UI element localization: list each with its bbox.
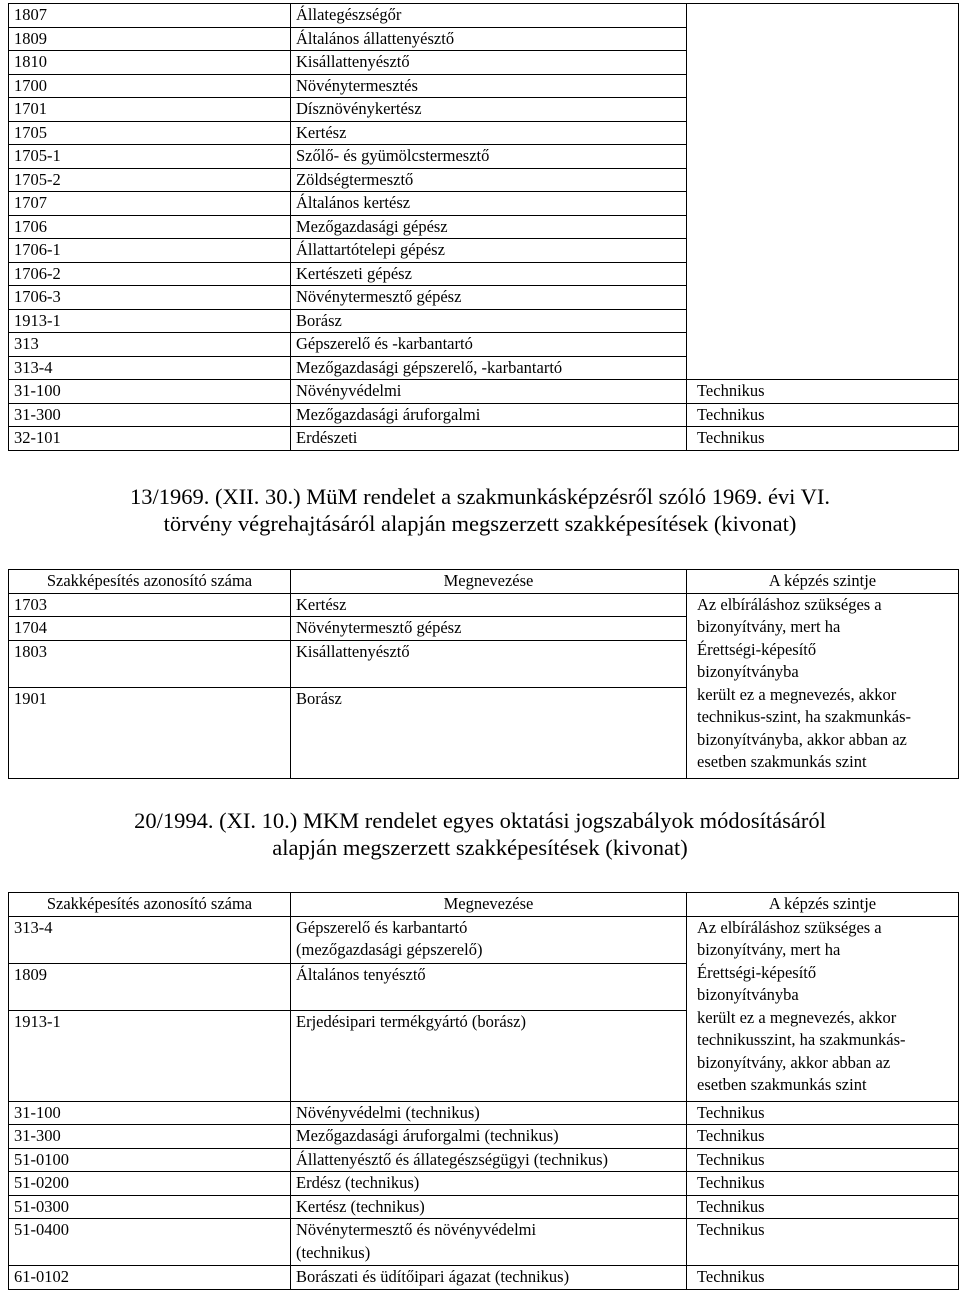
code-cell: 1705 bbox=[9, 121, 291, 145]
name-cell: Dísznövénykertész bbox=[291, 98, 687, 122]
level-cell-empty bbox=[687, 4, 959, 380]
code-cell: 61-0102 bbox=[9, 1266, 291, 1290]
name-cell: Növénytermesztő gépész bbox=[291, 286, 687, 310]
code-cell: 32-101 bbox=[9, 427, 291, 451]
name-cell: Állattartótelepi gépész bbox=[291, 239, 687, 263]
table-row bbox=[9, 403, 959, 427]
level-note-line: technikus-szint, ha szakmunkás- bbox=[697, 707, 911, 726]
name-cell: Kertész (technikus) bbox=[291, 1195, 687, 1219]
name-cell: Általános kertész bbox=[291, 192, 687, 216]
code-cell: 1705-1 bbox=[9, 145, 291, 169]
level-cell: Technikus bbox=[687, 1148, 959, 1172]
header-row bbox=[9, 893, 959, 917]
name-cell: Állattenyésztő és állategészségügyi (technikus) bbox=[291, 1148, 687, 1172]
code-cell: 1700 bbox=[9, 74, 291, 98]
name-cell bbox=[291, 916, 687, 963]
code-cell: 1913-1 bbox=[9, 1010, 291, 1101]
column-header: A képzés szintje bbox=[687, 893, 959, 917]
qualification-table-3 bbox=[8, 892, 959, 1290]
column-header: A képzés szintje bbox=[687, 570, 959, 594]
code-cell: 1704 bbox=[9, 617, 291, 641]
code-cell: 1706-3 bbox=[9, 286, 291, 310]
name-cell: Kertészeti gépész bbox=[291, 262, 687, 286]
level-note-line: került ez a megnevezés, akkor bbox=[697, 1007, 897, 1027]
column-header: Megnevezése bbox=[291, 570, 687, 594]
code-cell: 1703 bbox=[9, 593, 291, 617]
code-cell: 31-300 bbox=[9, 403, 291, 427]
code-cell: 31-100 bbox=[9, 1101, 291, 1125]
level-note-line: Érettségi-képesítő bbox=[697, 639, 817, 659]
level-note-line: bizonyítvány, akkor abban az bbox=[697, 1052, 891, 1072]
level-note-line: került ez a megnevezés, akkor bbox=[697, 684, 897, 704]
table-row bbox=[9, 593, 959, 617]
name-line: (mezőgazdasági gépszerelő) bbox=[296, 940, 483, 959]
code-cell: 1810 bbox=[9, 51, 291, 75]
code-cell: 31-300 bbox=[9, 1125, 291, 1149]
level-cell: Technikus bbox=[687, 1101, 959, 1125]
name-cell: Növénytermesztés bbox=[291, 74, 687, 98]
heading-line: 13/1969. (XII. 30.) MüM rendelet a szakmunkásképzésről szóló 1969. évi VI. bbox=[129, 484, 831, 509]
table-row bbox=[9, 1195, 959, 1219]
level-note-cell bbox=[687, 916, 959, 1101]
level-note-line: technikusszint, ha szakmunkás- bbox=[697, 1030, 906, 1049]
code-cell: 1809 bbox=[9, 27, 291, 51]
qualification-table-1 bbox=[8, 3, 959, 451]
column-header: Szakképesítés azonosító száma bbox=[9, 570, 291, 594]
level-cell: Technikus bbox=[687, 1195, 959, 1219]
column-header: Megnevezése bbox=[291, 893, 687, 917]
code-cell: 51-0300 bbox=[9, 1195, 291, 1219]
level-note-line: Az elbíráláshoz szükséges a bbox=[697, 917, 882, 937]
code-cell: 1701 bbox=[9, 98, 291, 122]
name-cell: Általános tenyésztő bbox=[291, 963, 687, 1010]
name-cell: Állategészségőr bbox=[291, 4, 687, 28]
name-cell: Borász bbox=[291, 687, 687, 778]
table-row bbox=[9, 380, 959, 404]
name-cell: Növénytermesztő gépész bbox=[291, 617, 687, 641]
level-note-line: bizonyítvány, mert ha bbox=[697, 617, 841, 636]
name-cell: Szőlő- és gyümölcstermesztő bbox=[291, 145, 687, 169]
code-cell: 1706-1 bbox=[9, 239, 291, 263]
name-cell: Gépszerelő és -karbantartó bbox=[291, 333, 687, 357]
name-cell: Mezőgazdasági gépész bbox=[291, 215, 687, 239]
code-cell: 51-0100 bbox=[9, 1148, 291, 1172]
name-cell: Kertész bbox=[291, 593, 687, 617]
name-cell: Erdészeti bbox=[291, 427, 687, 451]
section-3-heading bbox=[0, 807, 960, 861]
code-cell: 1807 bbox=[9, 4, 291, 28]
code-cell: 1901 bbox=[9, 687, 291, 778]
code-cell: 1705-2 bbox=[9, 168, 291, 192]
name-cell: Növényvédelmi bbox=[291, 380, 687, 404]
code-cell: 51-0200 bbox=[9, 1172, 291, 1196]
level-note-line: esetben szakmunkás szint bbox=[697, 1075, 867, 1094]
level-note-line: bizonyítványba bbox=[697, 662, 799, 681]
code-cell: 1706 bbox=[9, 215, 291, 239]
name-cell: Növényvédelmi (technikus) bbox=[291, 1101, 687, 1125]
code-cell: 31-100 bbox=[9, 380, 291, 404]
table-body bbox=[9, 4, 959, 451]
name-cell: Borász bbox=[291, 309, 687, 333]
code-cell: 1707 bbox=[9, 192, 291, 216]
level-note-cell bbox=[687, 593, 959, 778]
name-cell: Mezőgazdasági áruforgalmi (technikus) bbox=[291, 1125, 687, 1149]
name-cell: Erdész (technikus) bbox=[291, 1172, 687, 1196]
name-line: Gépszerelő és karbantartó bbox=[296, 917, 468, 937]
level-note-line: bizonyítványba, akkor abban az bbox=[697, 729, 907, 749]
level-cell: Technikus bbox=[687, 1125, 959, 1149]
name-cell: Mezőgazdasági áruforgalmi bbox=[291, 403, 687, 427]
level-cell: Technikus bbox=[687, 427, 959, 451]
code-cell: 313 bbox=[9, 333, 291, 357]
name-line: Növénytermesztő és növényvédelmi bbox=[296, 1220, 537, 1239]
level-cell: Technikus bbox=[687, 1219, 959, 1266]
section-2-heading bbox=[0, 483, 960, 537]
name-line: (technikus) bbox=[296, 1242, 371, 1262]
name-cell: Kertész bbox=[291, 121, 687, 145]
name-cell: Borászati és üdítőipari ágazat (technikus) bbox=[291, 1266, 687, 1290]
name-cell: Erjedésipari termékgyártó (borász) bbox=[291, 1010, 687, 1101]
code-cell: 1913-1 bbox=[9, 309, 291, 333]
name-cell: Zöldségtermesztő bbox=[291, 168, 687, 192]
level-cell: Technikus bbox=[687, 1266, 959, 1290]
name-cell: Általános állattenyésztő bbox=[291, 27, 687, 51]
table-row bbox=[9, 1172, 959, 1196]
code-cell: 1809 bbox=[9, 963, 291, 1010]
level-cell: Technikus bbox=[687, 380, 959, 404]
qualification-table-2 bbox=[8, 569, 959, 779]
table-row bbox=[9, 1266, 959, 1290]
heading-line: törvény végrehajtásáról alapján megszerzett szakképesítések (kivonat) bbox=[163, 511, 797, 536]
table-row bbox=[9, 1125, 959, 1149]
level-cell: Technikus bbox=[687, 403, 959, 427]
code-cell: 313-4 bbox=[9, 356, 291, 380]
table-row bbox=[9, 1219, 959, 1266]
header-row bbox=[9, 570, 959, 594]
heading-line: 20/1994. (XI. 10.) MKM rendelet egyes oktatási jogszabályok módosításáról bbox=[134, 808, 826, 833]
table-row bbox=[9, 4, 959, 28]
name-cell: Mezőgazdasági gépszerelő, -karbantartó bbox=[291, 356, 687, 380]
level-note-line: bizonyítványba bbox=[697, 985, 799, 1004]
table-row bbox=[9, 427, 959, 451]
table-row bbox=[9, 916, 959, 963]
code-cell: 1706-2 bbox=[9, 262, 291, 286]
code-cell: 51-0400 bbox=[9, 1219, 291, 1266]
level-note-line: bizonyítvány, mert ha bbox=[697, 940, 841, 959]
name-cell: Kisállattenyésztő bbox=[291, 640, 687, 687]
code-cell: 313-4 bbox=[9, 916, 291, 963]
level-note-line: Érettségi-képesítő bbox=[697, 962, 817, 982]
name-cell bbox=[291, 1219, 687, 1266]
level-cell: Technikus bbox=[687, 1172, 959, 1196]
heading-line: alapján megszerzett szakképesítések (kivonat) bbox=[272, 835, 688, 860]
table-row bbox=[9, 1101, 959, 1125]
level-note-line: Az elbíráláshoz szükséges a bbox=[697, 594, 882, 614]
code-cell: 1803 bbox=[9, 640, 291, 687]
level-note-line: esetben szakmunkás szint bbox=[697, 752, 867, 771]
table-row bbox=[9, 1148, 959, 1172]
column-header: Szakképesítés azonosító száma bbox=[9, 893, 291, 917]
name-cell: Kisállattenyésztő bbox=[291, 51, 687, 75]
